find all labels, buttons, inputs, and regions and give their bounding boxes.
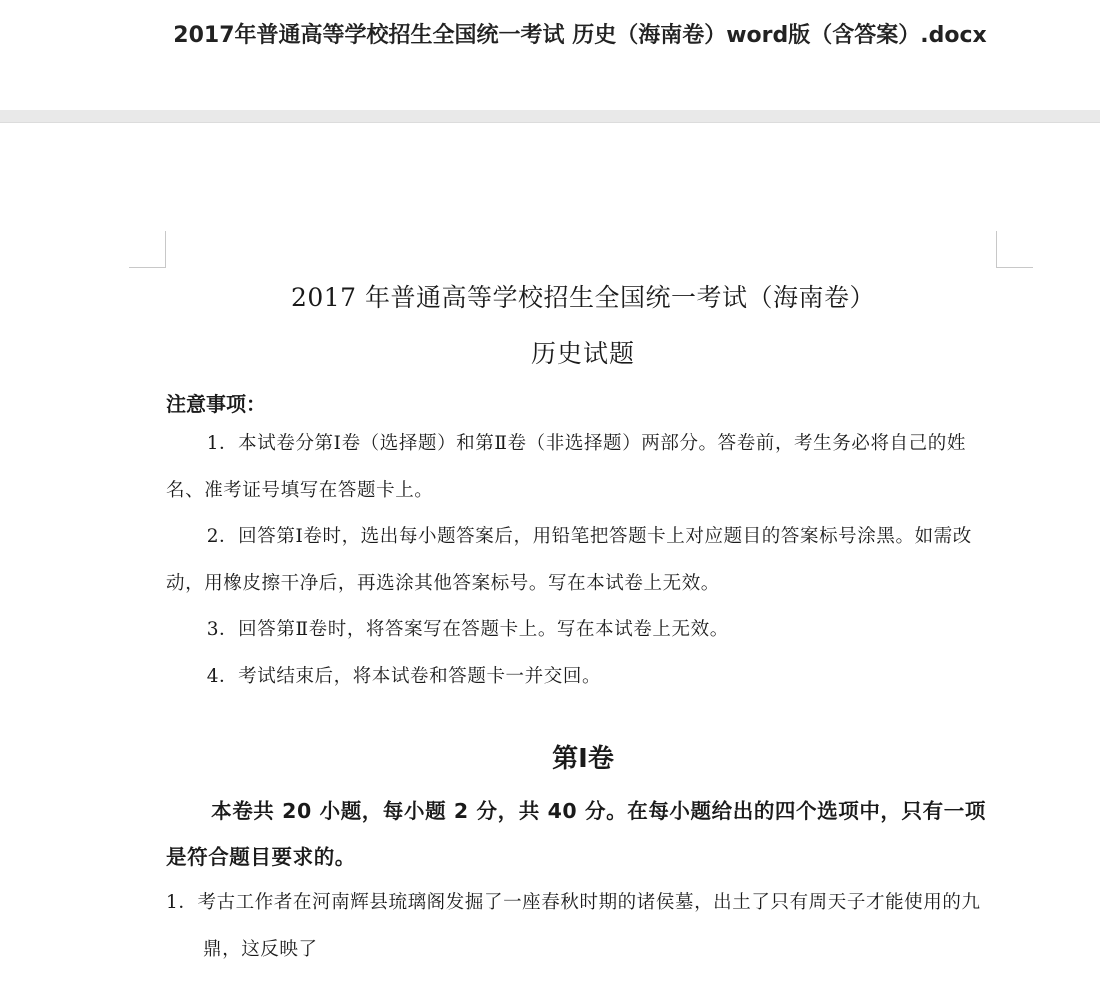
page-margin-marker-top-right bbox=[996, 231, 1033, 268]
exam-subheading: 历史试题 bbox=[530, 339, 635, 368]
notice-item: 2．回答第Ⅰ卷时，选出每小题答案后，用铅笔把答题卡上对应题目的答案标号涂黑。如需改动，用橡皮擦干净后，再选涂其他答案标号。写在本试卷上无效。 bbox=[166, 526, 972, 594]
notice-item: 1．本试卷分第Ⅰ卷（选择题）和第Ⅱ卷（非选择题）两部分。答卷前，考生务必将自己的姓名、准考证号填写在答题卡上。 bbox=[166, 433, 966, 501]
notice-item: 4．考试结束后，将本试卷和答题卡一并交回。 bbox=[206, 665, 602, 687]
title-bar bbox=[0, 0, 1100, 110]
section-title: 第Ⅰ卷 bbox=[552, 744, 614, 774]
document-body bbox=[166, 273, 1000, 973]
section-instruction: 本卷共 20 小题，每小题 2 分，共 40 分。在每小题给出的四个选项中，只有一项是符合题目要求的。 bbox=[166, 799, 986, 869]
notice-item: 3．回答第Ⅱ卷时，将答案写在答题卡上。写在本试卷上无效。 bbox=[206, 619, 729, 640]
exam-heading: 2017 年普通高等学校招生全国统一考试（海南卷） bbox=[290, 283, 876, 312]
toolbar-divider bbox=[0, 110, 1100, 123]
notice-title: 注意事项： bbox=[166, 392, 266, 416]
document-title: 2017年普通高等学校招生全国统一考试 历史（海南卷）word版（含答案）.docx bbox=[173, 23, 987, 48]
document-page[interactable] bbox=[0, 123, 1100, 990]
question-item: 1．考古工作者在河南辉县琉璃阁发掘了一座春秋时期的诸侯墓，出土了只有周天子才能使用的九鼎，这反映了 bbox=[166, 892, 981, 960]
page-margin-marker-top-left bbox=[129, 231, 166, 268]
